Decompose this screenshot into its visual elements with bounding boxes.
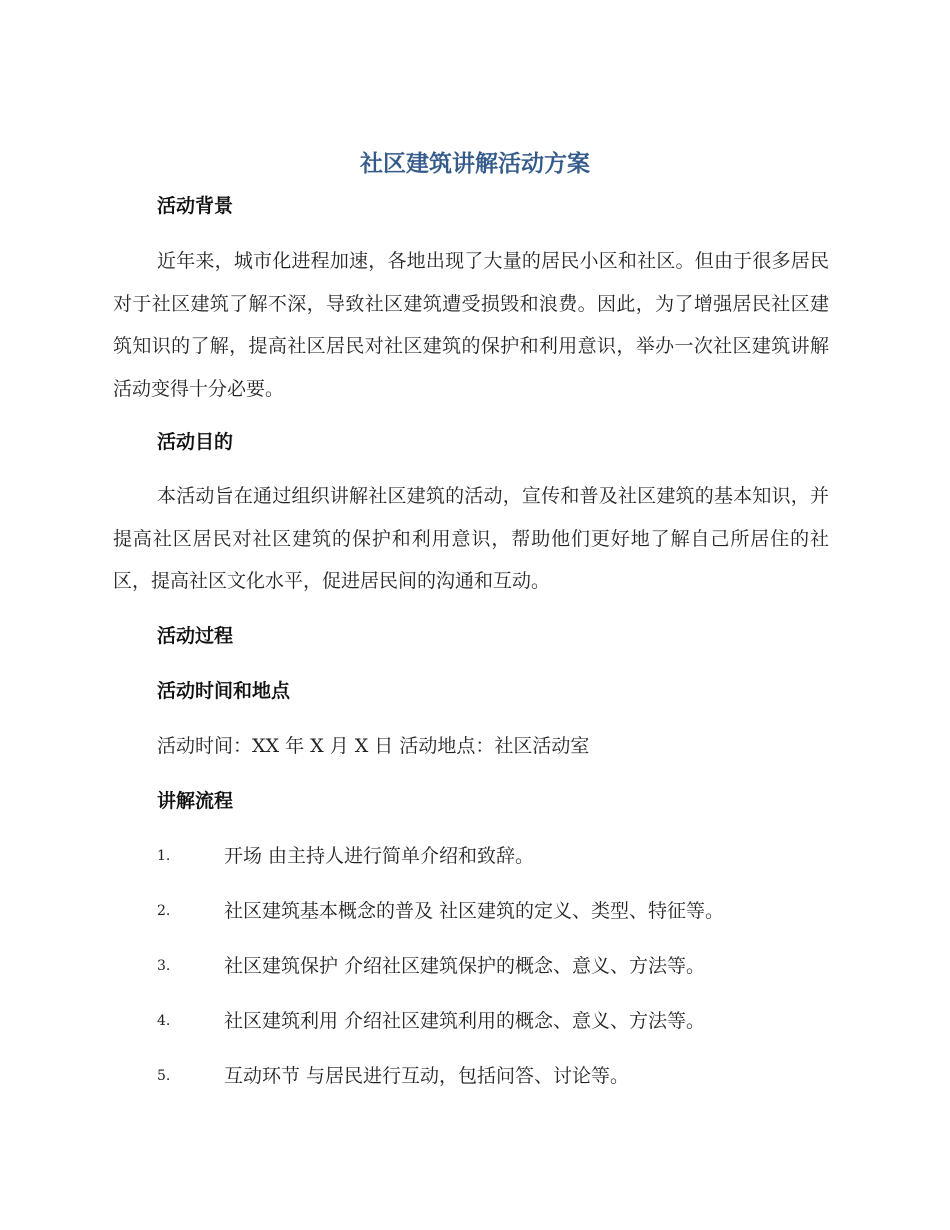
list-number: 5.: [157, 1068, 171, 1084]
list-item: [157, 1006, 837, 1036]
list-number: 2.: [157, 903, 171, 919]
list-item: [157, 896, 837, 926]
section-heading-process: 活动过程: [157, 625, 234, 647]
list-text: 社区建筑保护 介绍社区建筑保护的概念、意义、方法等。: [224, 955, 706, 977]
document-title: 社区建筑讲解活动方案: [360, 151, 590, 177]
list-text: 开场 由主持人进行简单介绍和致辞。: [224, 845, 535, 867]
section-heading-flow: 讲解流程: [157, 790, 234, 812]
list-number: 3.: [157, 958, 171, 974]
list-number: 1.: [157, 848, 171, 864]
purpose-paragraph: 本活动旨在通过组织讲解社区建筑的活动，宣传和普及社区建筑的基本知识，并提高社区居民对社区建筑的保护和利用意识，帮助他们更好地了解自己所居住的社区，提高社区文化水平，促进居民间的沟通和互动。: [113, 485, 829, 592]
list-text: 社区建筑利用 介绍社区建筑利用的概念、意义、方法等。: [224, 1010, 706, 1032]
list-item: [157, 841, 837, 871]
list-text: 社区建筑基本概念的普及 社区建筑的定义、类型、特征等。: [224, 900, 725, 922]
list-text: 互动环节 与居民进行互动，包括问答、讨论等。: [224, 1065, 630, 1087]
section-heading-purpose: 活动目的: [157, 431, 234, 453]
list-item: [157, 1061, 837, 1091]
time-place-line: 活动时间：XX 年 X 月 X 日 活动地点：社区活动室: [157, 735, 590, 757]
list-number: 4.: [157, 1013, 171, 1029]
section-heading-background: 活动背景: [157, 195, 234, 217]
section-heading-time-place: 活动时间和地点: [157, 680, 291, 702]
background-paragraph: 近年来，城市化进程加速，各地出现了大量的居民小区和社区。但由于很多居民对于社区建筑了解不深，导致社区建筑遭受损毁和浪费。因此，为了增强居民社区建筑知识的了解，提高社区居民对社区建筑的保护和利用意识，举办一次社区建筑讲解活动变得十分必要。: [113, 250, 829, 400]
list-item: [157, 951, 837, 981]
